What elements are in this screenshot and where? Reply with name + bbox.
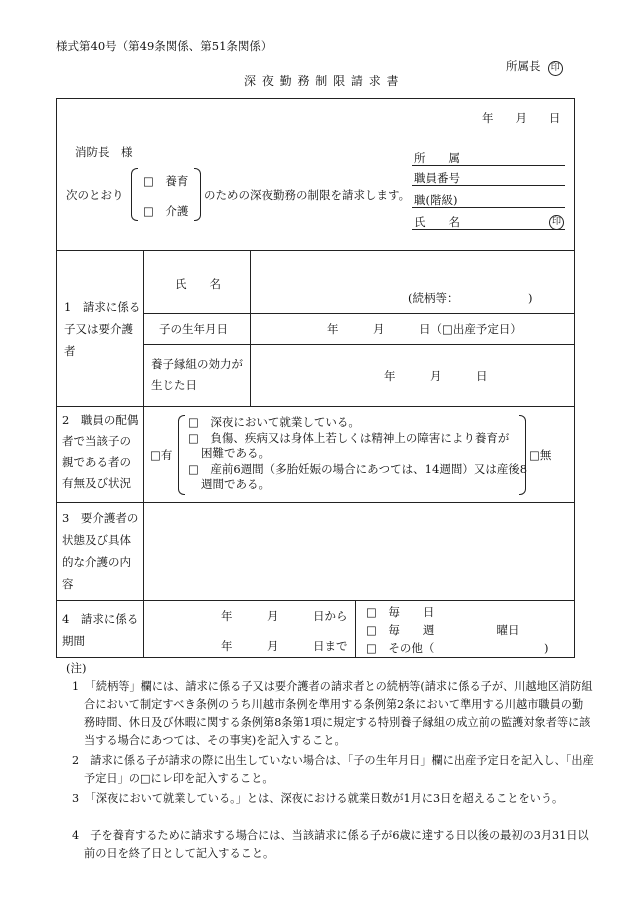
option-every-day[interactable]: □ 毎 日 <box>366 605 435 619</box>
bracket-left <box>131 168 138 221</box>
status-night-work[interactable]: □ 深夜において就業している。 <box>188 415 360 429</box>
chief-label: 所属長 印 <box>506 58 563 76</box>
seal-icon: 印 <box>548 61 563 76</box>
bracket-left <box>178 415 185 495</box>
bracket-right <box>519 415 526 495</box>
spouse-yes-checkbox[interactable]: □有 <box>150 448 173 462</box>
date-line[interactable]: 年 月 日 <box>482 111 561 125</box>
section1-inner-divider <box>250 250 251 406</box>
seal-icon: 印 <box>549 215 564 230</box>
row-divider <box>56 406 575 407</box>
section2-label: 2 職員の配偶 者で当該子の 親である者の 有無及び状況 <box>62 413 139 490</box>
period-to[interactable]: 年 月 日まで <box>221 639 348 653</box>
relation-field[interactable]: (続柄等： ) <box>408 291 533 305</box>
request-prefix: 次のとおり <box>66 188 124 202</box>
name-field[interactable] <box>412 229 565 230</box>
section1-label: 1 請求に係る 子又は要介護 者 <box>64 300 141 358</box>
note-3: 3 「深夜において就業している。」とは、深夜における就業日数が1月に3日を超えることをいう。 <box>72 792 564 805</box>
addressee: 消防長 様 <box>75 145 133 159</box>
status-illness[interactable]: □ 負傷、疾病又は身体上若しくは精神上の障害により養育が <box>188 430 510 445</box>
row-divider <box>56 502 575 503</box>
section3-label: 3 要介護者の 状態及び具体 的な介護の内 容 <box>62 511 139 591</box>
section1-row-divider <box>143 344 575 345</box>
adoption-date-label: 養子縁組の効力が 生じた日 <box>151 357 243 392</box>
spouse-no-checkbox[interactable]: □無 <box>529 448 552 462</box>
option-other[interactable]: □ その他（ ) <box>366 641 549 655</box>
page-title: 深 夜 勤 務 制 限 請 求 書 <box>244 74 400 88</box>
care-details-field[interactable] <box>150 508 570 596</box>
birth-date-field[interactable]: 年 月 日（□出産予定日） <box>327 322 522 336</box>
note-2: 2 請求に係る子が請求の際に出生していない場合は、「子の生年月日」欄に出産予定日を記入し、「出産予定日」の□にレ印を記入すること。 <box>72 754 594 785</box>
rank-label: 職(階級) <box>414 193 458 207</box>
affiliation-label: 所 属 <box>414 151 460 165</box>
birth-date-label: 子の生年月日 <box>159 322 228 336</box>
applicant-seal <box>549 213 564 230</box>
period-from[interactable]: 年 月 日から <box>221 609 348 623</box>
rank-field[interactable] <box>412 207 565 208</box>
notes-header: (注) <box>66 661 87 675</box>
bracket-right <box>194 168 201 221</box>
option-childcare[interactable]: □ 養育 <box>143 174 189 188</box>
request-suffix: のための深夜勤務の制限を請求します。 <box>204 188 411 202</box>
section4-label: 4 請求に係る 期間 <box>62 612 139 648</box>
section4-inner-divider <box>355 600 356 658</box>
name-label: 氏 名 <box>414 215 460 229</box>
staff-no-label: 職員番号 <box>414 171 460 185</box>
form-number: 様式第40号（第49条関係、第51条関係） <box>56 39 273 53</box>
note-4: 4 子を養育するために請求する場合には、当該請求に係る子が6歳に達する日以後の最初の3月31日以前の日を終了日として記入すること。 <box>72 829 589 860</box>
staff-no-field[interactable] <box>412 185 565 186</box>
spouse-status-list: □ 深夜において就業している。 □ 負傷、疾病又は身体上若しくは精神上の障害により養育が 困難である。 □ 産前6週間（多胎妊娠の場合にあつては、14週間）又は産後8 週間である。 <box>188 415 528 491</box>
option-every-week[interactable]: □ 毎 週 曜日 <box>366 623 520 637</box>
section1-row-divider <box>143 313 575 314</box>
adoption-date-field[interactable]: 年 月 日 <box>384 369 488 383</box>
row-divider <box>56 600 575 601</box>
affiliation-field[interactable] <box>412 165 565 166</box>
child-name-label: 氏 名 <box>175 277 221 291</box>
row-divider <box>56 250 575 251</box>
status-maternity[interactable]: □ 産前6週間（多胎妊娠の場合にあつては、14週間）又は産後8 <box>188 461 528 476</box>
label-column-divider <box>143 250 144 658</box>
option-nursing[interactable]: □ 介護 <box>143 204 189 218</box>
note-1: 1 「続柄等」欄には、請求に係る子又は要介護者の請求者との続柄等(請求に係る子が、川越地区消防組合において制定すべき条例のうち川越市条例を準用する条例第2条において準用する川越市職員の勤務時間、休日及び休暇に関する条例第8条第1項に規定する特別養子縁組の成立前の監護対象者等に該当する場合にあつては、その事実)を記入すること。 <box>72 680 593 747</box>
